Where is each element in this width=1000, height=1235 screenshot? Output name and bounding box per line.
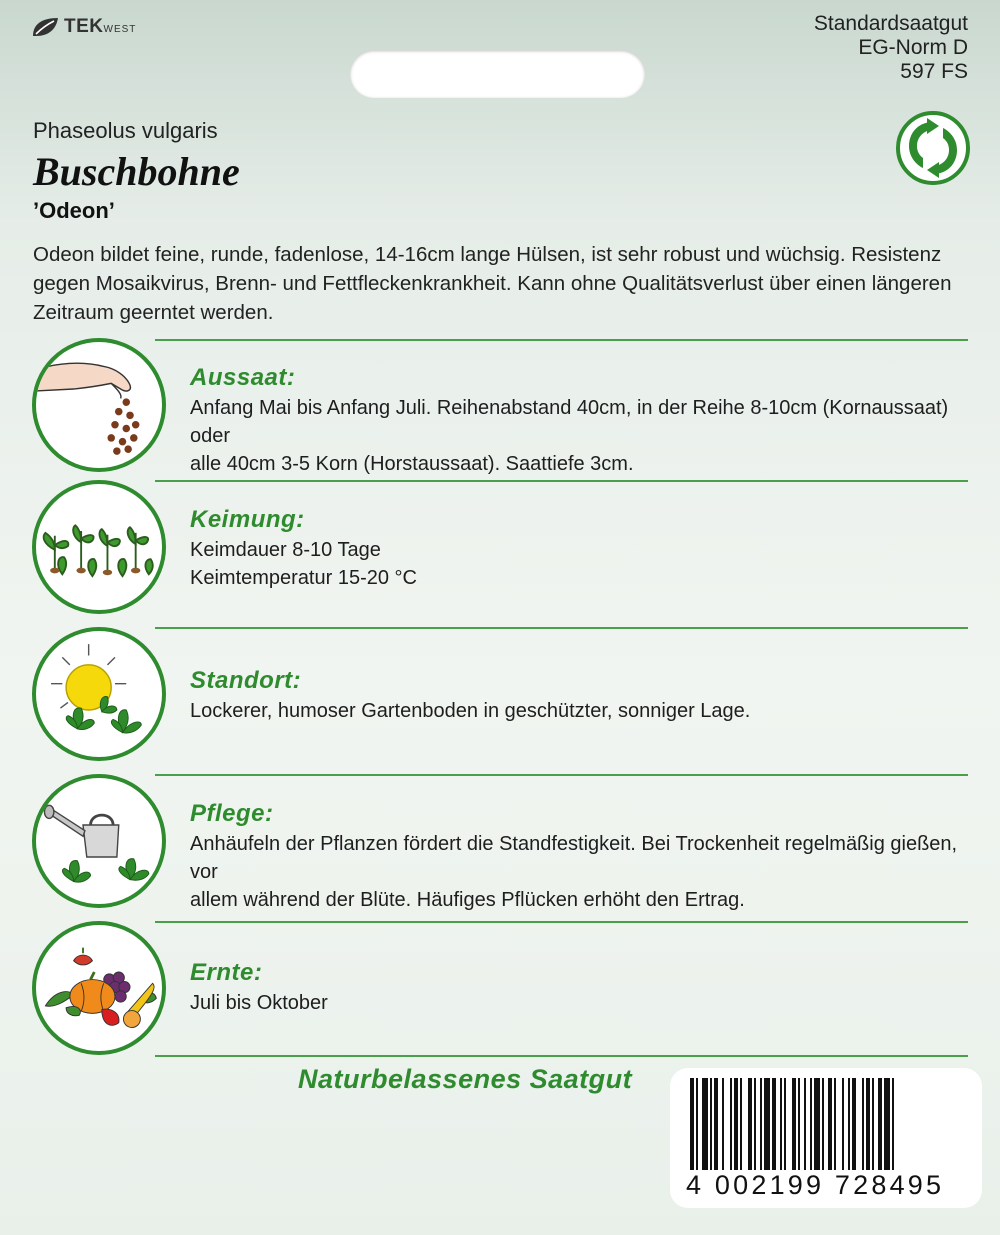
barcode-bar: [878, 1078, 882, 1170]
norm-line: 597 FS: [900, 60, 968, 83]
barcode-bar: [754, 1078, 756, 1170]
variety-name: ’Odeon’: [33, 198, 115, 223]
barcode-bar: [690, 1078, 694, 1170]
barcode-bar: [772, 1078, 776, 1170]
barcode-bar: [696, 1078, 698, 1170]
product-name: Buschbohne: [33, 149, 240, 194]
divider-line: [155, 480, 968, 482]
section-ernte: [30, 921, 968, 1061]
text-line: alle 40cm 3-5 Korn (Horstaussaat). Saattiefe 3cm.: [190, 453, 634, 475]
barcode-bar: [852, 1078, 856, 1170]
harvest-vegetables-icon: [32, 921, 166, 1055]
divider-line: [155, 774, 968, 776]
barcode-bar: [798, 1078, 800, 1170]
divider-line: [155, 1055, 968, 1057]
barcode-bar: [892, 1078, 894, 1170]
sun-plants-icon: [32, 627, 166, 761]
text-line: Juli bis Oktober: [190, 992, 328, 1014]
divider-line: [155, 921, 968, 923]
latin-name: Phaseolus vulgaris: [33, 118, 218, 143]
section-text: [190, 830, 970, 914]
seedlings-icon: [32, 480, 166, 614]
product-description: Odeon bildet feine, runde, fadenlose, 14-16cm lange Hülsen, ist sehr robust und wüchsig. Resistenz gegen Mosaikvirus, Brenn- und Fettfleckenkrankheit. Kann ohne Qualitätsverlust über einen längeren Zeitraum geerntet werden.: [33, 243, 952, 324]
section-title: Pflege:: [190, 800, 274, 827]
section-standort: [30, 627, 968, 767]
norm-line: EG-Norm D: [858, 36, 968, 59]
barcode-bar: [810, 1078, 812, 1170]
barcode-bar: [822, 1078, 824, 1170]
barcode-bar: [740, 1078, 742, 1170]
divider-line: [155, 339, 968, 341]
section-text: [190, 394, 970, 478]
text-line: Keimtemperatur 15-20 °C: [190, 567, 417, 589]
barcode-number: 4 002199 728495: [686, 1170, 945, 1200]
watering-can-icon: [32, 774, 166, 908]
barcode-bar: [760, 1078, 762, 1170]
barcode-bar: [780, 1078, 782, 1170]
norm-line: Standardsaatgut: [813, 12, 968, 35]
seed-norm-info: [814, 12, 968, 84]
text-line: Anhäufeln der Pflanzen fördert die Standfestigkeit. Bei Trockenheit regelmäßig gießen, vor: [190, 833, 958, 883]
footer-slogan: Naturbelassenes Saatgut: [298, 1064, 633, 1094]
section-title: Keimung:: [190, 506, 305, 533]
barcode-bar: [714, 1078, 718, 1170]
section-title: Standort:: [190, 667, 302, 694]
barcode-bar: [804, 1078, 806, 1170]
barcode-bar: [842, 1078, 844, 1170]
hanger-hole: [350, 50, 645, 98]
section-text: [190, 697, 970, 725]
barcode-bars: [684, 1078, 968, 1170]
barcode-bar: [784, 1078, 786, 1170]
barcode-bar: [730, 1078, 732, 1170]
section-aussaat: [30, 338, 968, 478]
text-line: Anfang Mai bis Anfang Juli. Reihenabstand 40cm, in der Reihe 8-10cm (Kornaussaat) oder: [190, 397, 949, 447]
text-line: Keimdauer 8-10 Tage: [190, 539, 381, 561]
barcode-bar: [834, 1078, 836, 1170]
barcode-bar: [872, 1078, 874, 1170]
barcode-bar: [814, 1078, 820, 1170]
barcode-bar: [764, 1078, 770, 1170]
section-keimung: [30, 480, 968, 620]
section-text: [190, 989, 970, 1017]
text-line: Lockerer, humoser Gartenboden in geschützter, sonniger Lage.: [190, 700, 751, 722]
barcode-bar: [884, 1078, 890, 1170]
divider-line: [155, 627, 968, 629]
brand-name: TEKWEST: [64, 16, 137, 37]
leaf-logo-icon: [30, 16, 60, 38]
section-text: [190, 536, 970, 592]
barcode-bar: [828, 1078, 832, 1170]
barcode-bar: [866, 1078, 870, 1170]
barcode-bar: [848, 1078, 850, 1170]
barcode-bar: [748, 1078, 752, 1170]
barcode-bar: [862, 1078, 864, 1170]
green-dot-icon: [895, 110, 971, 186]
brand-logo: [30, 16, 136, 38]
barcode: [670, 1068, 982, 1208]
section-title: Ernte:: [190, 959, 263, 986]
section-pflege: [30, 774, 968, 914]
barcode-bar: [702, 1078, 708, 1170]
barcode-bar: [710, 1078, 712, 1170]
barcode-bar: [734, 1078, 738, 1170]
barcode-bar: [792, 1078, 796, 1170]
barcode-bar: [722, 1078, 724, 1170]
section-title: Aussaat:: [190, 364, 296, 391]
text-line: allem während der Blüte. Häufiges Pflücken erhöht den Ertrag.: [190, 889, 745, 911]
sowing-hand-icon: [32, 338, 166, 472]
